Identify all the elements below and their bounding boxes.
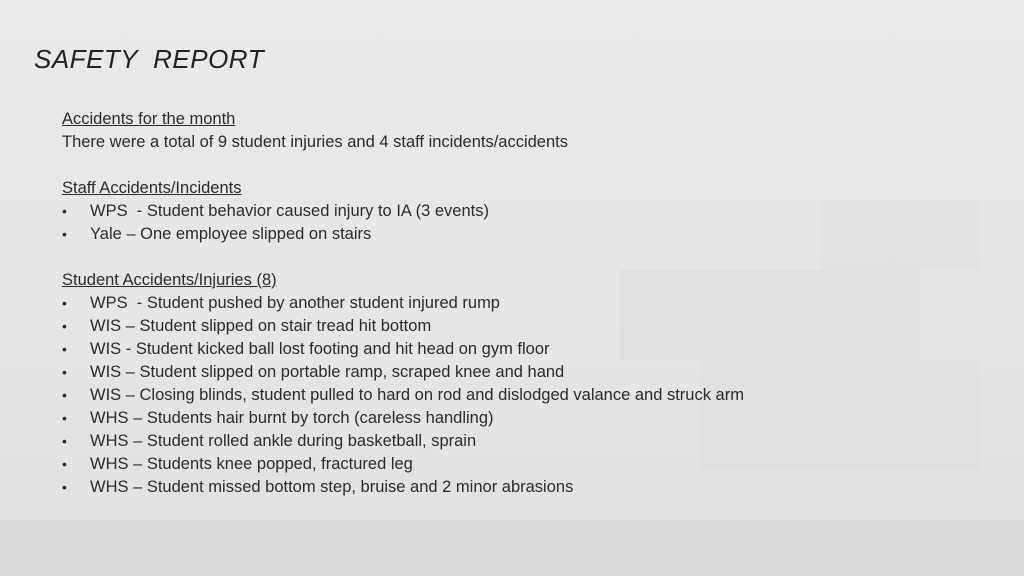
bullet-icon: •	[62, 387, 67, 403]
list-item-text: WHS – Student rolled ankle during basketball, sprain	[90, 432, 477, 450]
list-item	[62, 338, 962, 361]
month-summary-heading: Accidents for the month	[62, 110, 236, 128]
student-section-heading: Student Accidents/Injuries (8)	[62, 271, 277, 289]
bullet-icon: •	[62, 203, 67, 219]
list-item-text: WHS – Student missed bottom step, bruise and 2 minor abrasions	[90, 478, 574, 496]
month-summary-text: There were a total of 9 student injuries and 4 staff incidents/accidents	[62, 133, 568, 151]
staff-section-heading: Staff Accidents/Incidents	[62, 179, 242, 197]
list-item-text: WIS – Student slipped on stair tread hit bottom	[90, 317, 432, 335]
list-item	[62, 292, 962, 315]
list-item-text: Yale – One employee slipped on stairs	[90, 225, 372, 243]
list-item-text: WIS – Closing blinds, student pulled to hard on rod and dislodged valance and struck arm	[90, 386, 744, 404]
bullet-icon: •	[62, 226, 67, 242]
list-item	[62, 453, 962, 476]
list-item-text: WIS – Student slipped on portable ramp, scraped knee and hand	[90, 363, 565, 381]
bullet-icon: •	[62, 410, 67, 426]
list-item-text: WPS - Student behavior caused injury to IA (3 events)	[90, 202, 489, 220]
slide-content	[62, 108, 962, 499]
list-item-text: WIS - Student kicked ball lost footing and hit head on gym floor	[90, 340, 550, 358]
background-photo-region	[0, 520, 1024, 576]
list-item	[62, 430, 962, 453]
list-item-text: WHS – Students hair burnt by torch (careless handling)	[90, 409, 494, 427]
spacer	[62, 154, 962, 177]
bullet-icon: •	[62, 479, 67, 495]
bullet-icon: •	[62, 433, 67, 449]
bullet-icon: •	[62, 295, 67, 311]
bullet-icon: •	[62, 456, 67, 472]
list-item	[62, 384, 962, 407]
list-item	[62, 476, 962, 499]
list-item	[62, 361, 962, 384]
list-item	[62, 315, 962, 338]
slide-title: SAFETY REPORT	[34, 44, 264, 74]
list-item-text: WPS - Student pushed by another student injured rump	[90, 294, 500, 312]
list-item-text: WHS – Students knee popped, fractured leg	[90, 455, 413, 473]
spacer	[62, 246, 962, 269]
bullet-icon: •	[62, 364, 67, 380]
bullet-icon: •	[62, 318, 67, 334]
list-item	[62, 223, 962, 246]
list-item	[62, 200, 962, 223]
list-item	[62, 407, 962, 430]
bullet-icon: •	[62, 341, 67, 357]
